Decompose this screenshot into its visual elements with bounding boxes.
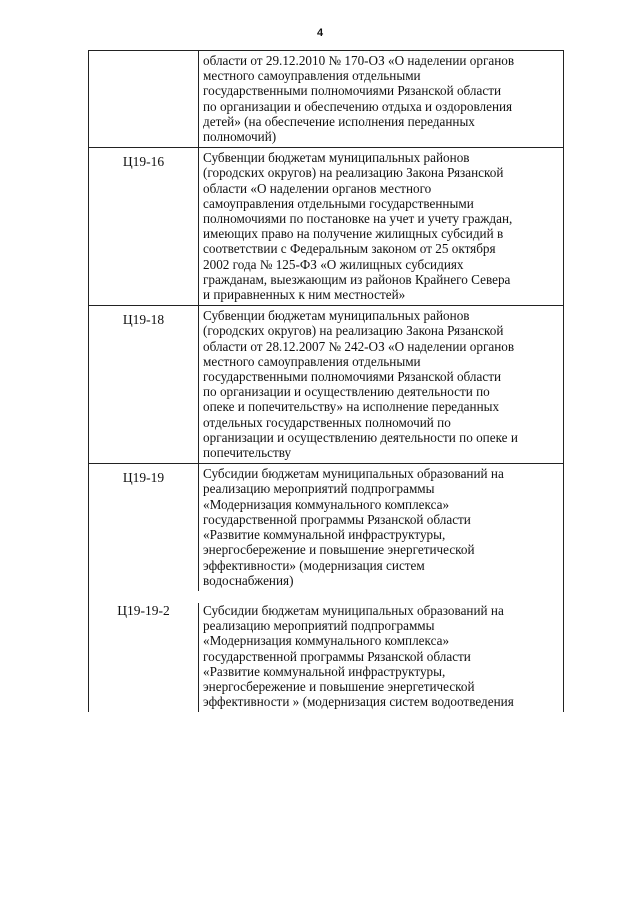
table-row [89,464,563,591]
table-row [89,306,563,464]
row-code: Ц19-16 [89,148,199,305]
page-number: 4 [316,27,324,39]
row-description: области от 29.12.2010 № 170-ОЗ «О наделении органов местного самоуправления отдельными государственными полномочиями Рязанской области по организации и обеспечению отдыха и оздоровления детей» (на обеспечение исполнения переданных полномочий) [203,53,515,145]
table-row [89,148,563,306]
row-description: Субсидии бюджетам муниципальных образований на реализацию мероприятий подпрограммы «Модернизация коммунального комплекса» государственной программы Рязанской области «Развитие коммунальной инфраструктуры, энергосбережение и повышение энергетической эффективности» (модернизация систем водоснабжения) [203,466,504,588]
row-code [89,51,199,147]
row-code: Ц19-19-2 [89,603,199,712]
row-description: Субвенции бюджетам муниципальных районов (городских округов) на реализацию Закона Рязанской области «О наделении органов местного самоуправления отдельными государственными полномочиями по постановке на учет и учету граждан, имеющих право на получение жилищных субсидий в соответствии с Федеральным законом от 25 октября 2002 года № 125-ФЗ «О жилищных субсидиях гражданам, выезжающим из районов Крайнего Севера и приравненных к ним местностей» [203,150,513,303]
table-row [89,591,563,712]
row-description: Субсидии бюджетам муниципальных образований на реализацию мероприятий подпрограммы «Модернизация коммунального комплекса» государственной программы Рязанской области «Развитие коммунальной инфраструктуры, энергосбережение и повышение энергетической эффективности » (модернизация систем водоотведения [203,602,514,710]
budget-code-table [88,50,564,712]
row-code: Ц19-18 [89,306,199,463]
row-code: Ц19-19 [89,464,199,591]
table-row [89,51,563,148]
row-description: Субвенции бюджетам муниципальных районов (городских округов) на реализацию Закона Рязанской области от 28.12.2007 № 242-ОЗ «О наделении органов местного самоуправления отдельными государственными полномочиями Рязанской области по организации и осуществлению деятельности по опеке и попечительству» на исполнение переданных отдельных государственных полномочий по организации и осуществлению деятельности по опеке и попечительству [203,308,518,461]
